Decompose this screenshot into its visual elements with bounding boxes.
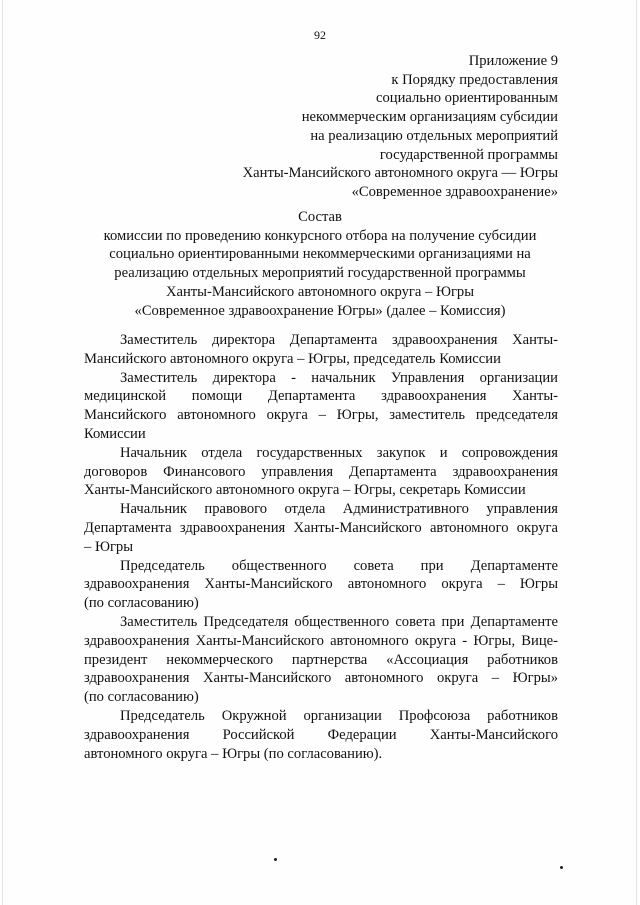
member-entry <box>84 557 558 613</box>
member-line: Департамента здравоохранения Ханты-Мансийского автономного округа <box>84 519 558 536</box>
title-line: Ханты-Мансийского автономного округа – Югры <box>165 283 475 300</box>
appendix-header <box>198 52 558 202</box>
member-line: Заместитель директора - начальник Управления организации <box>120 369 558 386</box>
commission-members <box>84 331 558 763</box>
member-line: Мансийского автономного округа – Югры, заместитель председателя <box>84 407 558 424</box>
member-line: Председатель Окружной организации Профсоюза работников <box>120 707 558 724</box>
appendix-line: социально ориентированным <box>375 90 558 107</box>
member-line: Заместитель Председателя общественного совета при Департаменте <box>120 613 558 630</box>
member-line: – Югры <box>84 538 134 555</box>
appendix-line: к Порядку предоставления <box>391 71 558 88</box>
appendix-line: на реализацию отдельных мероприятий <box>310 127 558 144</box>
member-line: медицинской помощи Департамента здравоохранения Ханты- <box>84 388 558 405</box>
member-entry <box>84 331 558 369</box>
member-entry <box>84 500 558 556</box>
member-line: Мансийского автономного округа – Югры, председатель Комиссии <box>84 350 501 367</box>
title-line: комиссии по проведению конкурсного отбора на получение субсидии <box>103 227 537 244</box>
member-entry <box>84 613 558 707</box>
page-number: 92 <box>314 28 326 42</box>
appendix-line: «Современное здравоохранение» <box>351 183 558 200</box>
document-title <box>60 208 580 320</box>
appendix-line: государственной программы <box>379 146 558 163</box>
member-line: Ханты-Мансийского автономного округа – Югры, секретарь Комиссии <box>84 482 526 499</box>
member-line: здравоохранения Ханты-Мансийского автономного округа – Югры» <box>84 670 558 687</box>
title-line: социально ориентированными некоммерческими организациями на <box>109 246 531 263</box>
member-line: президент некоммерческого партнерства «Ассоциация работников <box>84 651 558 668</box>
title-line: Состав <box>298 209 342 225</box>
member-line: Заместитель директора Департамента здравоохранения Ханты- <box>120 332 558 348</box>
member-line: Начальник отдела государственных закупок и сопровождения <box>120 444 558 461</box>
member-line: Начальник правового отдела Административного управления <box>120 501 558 518</box>
member-line: Комиссии <box>84 425 146 442</box>
member-line: (по согласованию) <box>84 595 199 612</box>
title-line: «Современное здравоохранение Югры» (далее – Комиссия) <box>134 302 506 319</box>
member-line: автономного округа – Югры (по согласованию). <box>84 745 383 762</box>
member-line: (по согласованию) <box>84 689 199 706</box>
member-entry <box>84 369 558 444</box>
appendix-line: Ханты-Мансийского автономного округа — Югры <box>242 165 558 182</box>
title-line: реализацию отдельных мероприятий государственной программы <box>114 265 526 282</box>
member-entry <box>84 707 558 763</box>
appendix-line: некоммерческим организациям субсидии <box>301 109 558 126</box>
member-line: здравоохранения Ханты-Мансийского автономного округа - Югры, Вице- <box>84 632 558 649</box>
appendix-line: Приложение 9 <box>468 53 558 69</box>
scan-edge-left <box>2 0 3 905</box>
scan-edge-right <box>636 0 637 905</box>
member-entry <box>84 444 558 500</box>
member-line: Председатель общественного совета при Департаменте <box>120 557 558 574</box>
scan-speck <box>274 858 277 861</box>
member-line: здравоохранения Российской Федерации Ханты-Мансийского <box>84 726 558 743</box>
member-line: здравоохранения Ханты-Мансийского автономного округа – Югры <box>84 576 558 593</box>
scan-speck <box>560 866 563 869</box>
member-line: договоров Финансового управления Департамента здравоохранения <box>84 463 558 480</box>
